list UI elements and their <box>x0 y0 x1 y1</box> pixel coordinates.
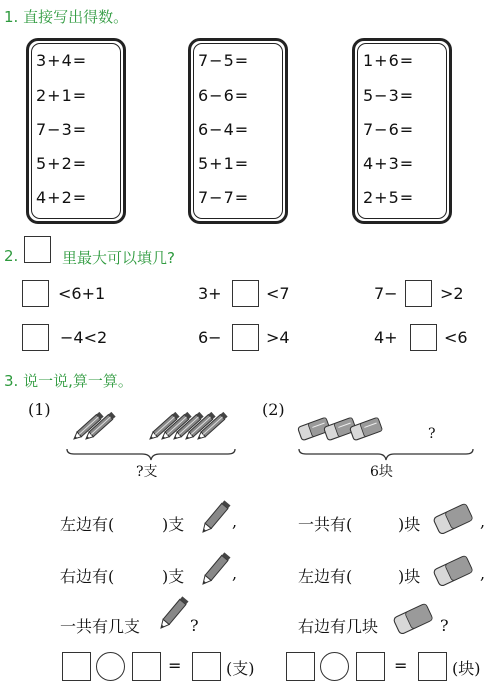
equation-box-2[interactable] <box>132 652 161 681</box>
equation-2-2: 6−6= <box>198 86 250 105</box>
equals-sign-1: = <box>168 656 182 675</box>
operator-circle-1[interactable] <box>96 652 125 681</box>
q1-line1-comma: , <box>232 512 238 531</box>
equation-3-2: 5−3= <box>363 86 415 105</box>
equation-box-6[interactable] <box>418 652 447 681</box>
answer-box-2-1[interactable] <box>22 280 49 307</box>
title-answer-box <box>24 236 51 263</box>
unit-2: (块) <box>452 659 481 678</box>
answer-box-2-6[interactable] <box>410 324 437 351</box>
eraser-icon <box>432 504 476 534</box>
q2-line2-a: 左边有( <box>298 567 353 586</box>
equation-1-4: 5+2= <box>36 154 88 173</box>
eraser-icon <box>350 417 383 440</box>
q2-line2-comma: , <box>480 564 486 583</box>
equation-3-3: 7−6= <box>363 120 415 139</box>
inequality-2-2-pre: 3+ <box>198 284 222 303</box>
inequality-2-5-pre: 6− <box>198 328 222 347</box>
q1-line3-mark: ? <box>190 616 199 635</box>
equals-sign-2: = <box>394 656 408 675</box>
part1-label: (1) <box>28 400 51 419</box>
section2-title: 里最大可以填几? <box>62 249 175 267</box>
answer-box-2-3[interactable] <box>405 280 432 307</box>
equation-1-5: 4+2= <box>36 188 88 207</box>
equation-1-1: 3+4= <box>36 51 88 70</box>
answer-box-2-5[interactable] <box>232 324 259 351</box>
q1-line2-b: )支 <box>162 567 185 586</box>
inequality-2-1-post: <6+1 <box>58 284 106 303</box>
inequality-2-6-post: <6 <box>444 328 468 347</box>
eraser-group-picture <box>298 416 408 444</box>
q1-line2-comma: , <box>232 564 238 583</box>
eraser-icon <box>392 604 436 634</box>
q2-line2-b: )块 <box>398 567 421 586</box>
equation-2-1: 7−5= <box>198 51 250 70</box>
unknown-mark: ? <box>428 426 436 442</box>
equation-3-4: 4+3= <box>363 154 415 173</box>
inequality-2-5-post: >4 <box>266 328 290 347</box>
q2-line3-mark: ? <box>440 616 449 635</box>
brace-2 <box>298 448 474 462</box>
section2-number: 2. <box>4 247 19 265</box>
equation-1-3: 7−3= <box>36 120 88 139</box>
q2-line1-comma: , <box>480 512 486 531</box>
unit-1: (支) <box>226 659 255 678</box>
equation-3-5: 2+5= <box>363 188 415 207</box>
q1-line1-a: 左边有( <box>60 515 115 534</box>
equation-2-5: 7−7= <box>198 188 250 207</box>
answer-box-2-4[interactable] <box>22 324 49 351</box>
brace-1-label: ?支 <box>136 464 158 480</box>
q2-line3: 右边有几块 <box>298 617 379 636</box>
operator-circle-2[interactable] <box>320 652 349 681</box>
equation-box-5[interactable] <box>356 652 385 681</box>
q1-line1-b: )支 <box>162 515 185 534</box>
equation-1-2: 2+1= <box>36 86 88 105</box>
pencil-icon <box>158 600 188 630</box>
inequality-2-6-pre: 4+ <box>374 328 398 347</box>
inequality-2-2-post: <7 <box>266 284 290 303</box>
answer-box-2-2[interactable] <box>232 280 259 307</box>
brace-1 <box>66 448 236 462</box>
q2-line1-a: 一共有( <box>298 515 353 534</box>
equation-box-1[interactable] <box>62 652 91 681</box>
equation-box-4[interactable] <box>286 652 315 681</box>
equation-box-3[interactable] <box>192 652 221 681</box>
q2-line1-b: )块 <box>398 515 421 534</box>
pencil-icon <box>200 504 230 534</box>
q1-line2-a: 右边有( <box>60 567 115 586</box>
q1-line3: 一共有几支 <box>60 617 141 636</box>
brace-2-label: 6块 <box>370 464 393 480</box>
pencil-icon <box>200 556 230 586</box>
equation-2-4: 5+1= <box>198 154 250 173</box>
inequality-2-4-post: −4<2 <box>60 328 108 347</box>
section3-title: 3. 说一说,算一算。 <box>4 372 133 390</box>
inequality-2-3-pre: 7− <box>374 284 398 303</box>
part2-label: (2) <box>262 400 285 419</box>
equation-2-3: 6−4= <box>198 120 250 139</box>
pencil-group-picture <box>72 413 292 443</box>
section1-title: 1. 直接写出得数。 <box>4 8 129 26</box>
inequality-2-3-post: >2 <box>440 284 464 303</box>
equation-3-1: 1+6= <box>363 51 415 70</box>
eraser-icon <box>432 556 476 586</box>
